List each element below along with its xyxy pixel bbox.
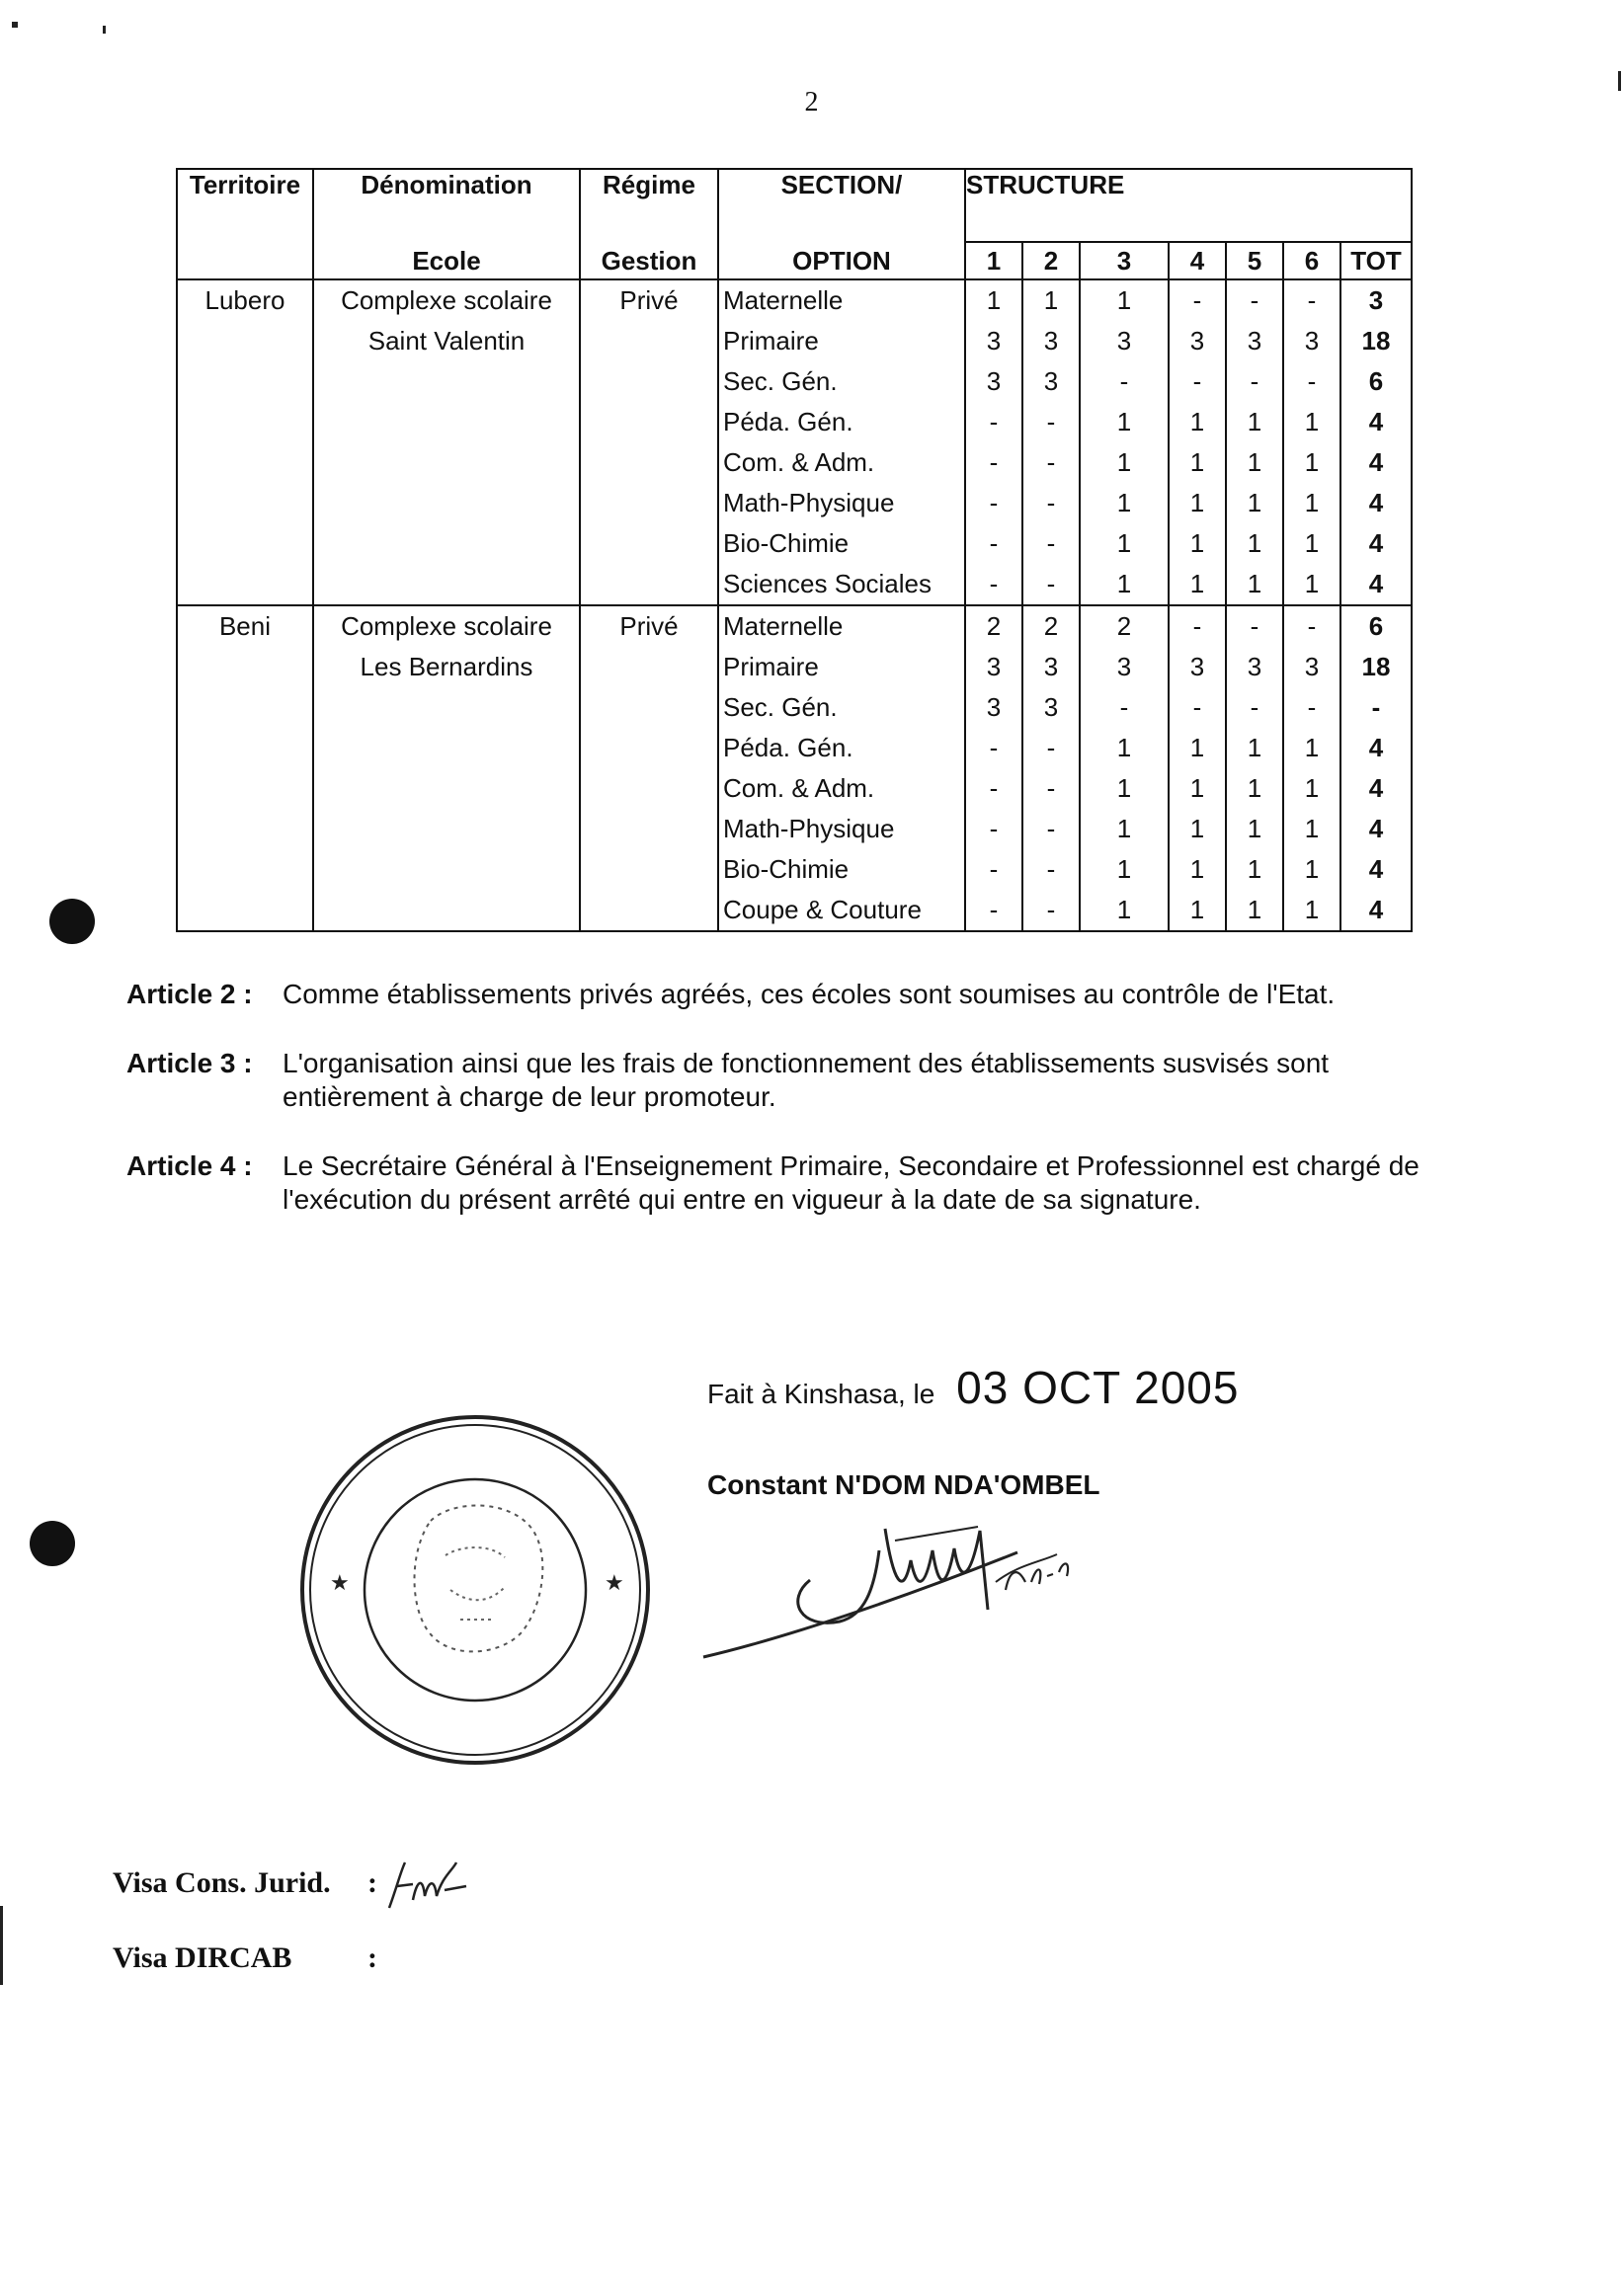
structure-value: - — [1307, 366, 1317, 396]
header-col-2: 2 — [1022, 242, 1080, 279]
structure-value: 1 — [1304, 569, 1320, 598]
structure-value: 1 — [1304, 528, 1320, 558]
place-date — [707, 1361, 1239, 1414]
ecole-cell — [313, 279, 580, 605]
structure-value: 3 — [986, 692, 1002, 722]
col-tot-cell — [1340, 279, 1412, 605]
structure-value: 1 — [1189, 773, 1205, 803]
structure-value: 4 — [1368, 569, 1384, 598]
visa-colon: : — [367, 1866, 377, 1899]
structure-value: - — [1307, 692, 1317, 722]
article-text: Le Secrétaire Général à l'Enseignement Primaire, Secondaire et Professionnel est chargé de l'exécution du présent arrêté qui entre en vigueur à la date de sa signature. — [283, 1150, 1420, 1215]
structure-value: 1 — [1247, 895, 1262, 924]
structure-value: - — [989, 895, 999, 924]
structure-value: - — [1192, 692, 1202, 722]
structure-value: - — [1250, 692, 1259, 722]
structure-value: 1 — [1189, 733, 1205, 762]
col-2-cell — [1022, 605, 1080, 931]
option-label: Bio-Chimie — [723, 528, 850, 558]
article-label: Article 2 : — [126, 979, 253, 1009]
official-seal — [292, 1407, 658, 1773]
structure-value: 4 — [1368, 895, 1384, 924]
structure-value: 1 — [1247, 814, 1262, 843]
structure-value: - — [1046, 528, 1056, 558]
option-label: Maternelle — [723, 611, 844, 641]
structure-value: 3 — [1116, 326, 1132, 356]
structure-value: 1 — [1304, 854, 1320, 884]
territoire-cell: Lubero — [177, 279, 313, 605]
option-label: Sec. Gén. — [723, 366, 838, 396]
structure-value: - — [1307, 611, 1317, 641]
structure-value: - — [1250, 285, 1259, 315]
structure-value: - — [989, 528, 999, 558]
option-label: Com. & Adm. — [723, 773, 875, 803]
structure-value: 1 — [1116, 814, 1132, 843]
header-structure: STRUCTURE — [965, 169, 1412, 242]
structure-value: 1 — [1116, 569, 1132, 598]
col-3-cell — [1080, 605, 1169, 931]
structure-value: - — [1046, 733, 1056, 762]
structure-value: 3 — [1189, 652, 1205, 681]
structure-value: 1 — [1304, 814, 1320, 843]
structure-value: 1 — [1304, 488, 1320, 517]
structure-value: 1 — [1189, 528, 1205, 558]
structure-value: - — [1250, 366, 1259, 396]
structure-value: - — [989, 447, 999, 477]
option-label: Péda. Gén. — [723, 407, 853, 436]
visa-juridique — [113, 1866, 377, 1900]
structure-value: 1 — [1116, 285, 1132, 315]
structure-value: 3 — [986, 326, 1002, 356]
structure-value: - — [1119, 692, 1129, 722]
structure-value: 3 — [986, 652, 1002, 681]
option-label: Sciences Sociales — [723, 569, 932, 598]
structure-value: 1 — [1189, 895, 1205, 924]
structure-value: 1 — [1189, 814, 1205, 843]
structure-value: - — [989, 733, 999, 762]
option-label: Math-Physique — [723, 814, 895, 843]
structure-value: - — [1119, 366, 1129, 396]
structure-value: 18 — [1361, 652, 1391, 681]
col-4-cell — [1169, 605, 1226, 931]
ecole-name-line: Complexe scolaire — [341, 285, 552, 315]
scan-speck — [103, 26, 106, 34]
structure-value: 1 — [1247, 488, 1262, 517]
structure-value: - — [989, 773, 999, 803]
ecole-name-line: Saint Valentin — [367, 326, 526, 356]
ecole-cell — [313, 605, 580, 931]
header-territoire: Territoire — [177, 169, 313, 279]
date-stamp: 03 OCT 2005 — [956, 1362, 1240, 1413]
structure-value: 1 — [1247, 407, 1262, 436]
table-group-row — [177, 279, 1412, 605]
territoire-cell: Beni — [177, 605, 313, 931]
option-label: Primaire — [723, 326, 819, 356]
structure-value: - — [1371, 692, 1381, 722]
handwritten-signature — [691, 1491, 1166, 1669]
article-text: Comme établissements privés agréés, ces écoles sont soumises au contrôle de l'Etat. — [283, 979, 1336, 1009]
structure-value: 1 — [1247, 447, 1262, 477]
structure-value: 1 — [1247, 528, 1262, 558]
structure-value: 1 — [1116, 733, 1132, 762]
structure-value: 1 — [1116, 773, 1132, 803]
structure-value: 4 — [1368, 773, 1384, 803]
option-label: Sec. Gén. — [723, 692, 838, 722]
header-col-tot: TOT — [1340, 242, 1412, 279]
ecole-name-line: Les Bernardins — [360, 652, 533, 681]
structure-value: - — [1046, 854, 1056, 884]
structure-value: 1 — [1043, 285, 1059, 315]
structure-value: 1 — [1116, 895, 1132, 924]
structure-value: 6 — [1368, 366, 1384, 396]
structure-value: - — [1192, 611, 1202, 641]
header-regime: Régime Gestion — [580, 169, 718, 279]
col-1-cell — [965, 279, 1022, 605]
col-3-cell — [1080, 279, 1169, 605]
structure-value: 2 — [1116, 611, 1132, 641]
structure-value: 3 — [1189, 326, 1205, 356]
header-col-4: 4 — [1169, 242, 1226, 279]
option-label: Bio-Chimie — [723, 854, 850, 884]
structure-value: 1 — [1247, 854, 1262, 884]
structure-value: 3 — [1368, 285, 1384, 315]
col-5-cell — [1226, 279, 1283, 605]
scan-speck — [1618, 71, 1621, 91]
structure-value: 3 — [1043, 652, 1059, 681]
svg-text:★: ★ — [330, 1570, 350, 1595]
structure-value: 1 — [1116, 447, 1132, 477]
header-col-5: 5 — [1226, 242, 1283, 279]
structure-value: 1 — [1304, 773, 1320, 803]
option-label: Péda. Gén. — [723, 733, 853, 762]
structure-value: 3 — [1043, 326, 1059, 356]
structure-value: 4 — [1368, 528, 1384, 558]
article-label: Article 4 : — [126, 1150, 253, 1181]
structure-value: 1 — [1189, 569, 1205, 598]
structure-value: 1 — [1116, 407, 1132, 436]
structure-value: 1 — [1189, 854, 1205, 884]
header-col-1: 1 — [965, 242, 1022, 279]
structure-value: 18 — [1361, 326, 1391, 356]
structure-value: - — [1046, 447, 1056, 477]
ecole-name-line: Complexe scolaire — [341, 611, 552, 641]
col-tot-cell — [1340, 605, 1412, 931]
header-denomination: Dénomination Ecole — [313, 169, 580, 279]
col-6-cell — [1283, 279, 1340, 605]
structure-value: 3 — [1043, 692, 1059, 722]
structure-value: - — [1192, 366, 1202, 396]
article-label: Article 3 : — [126, 1048, 253, 1078]
article-4 — [126, 1149, 1450, 1217]
regime-cell: Privé — [580, 279, 718, 605]
table-group-row — [177, 605, 1412, 931]
col-5-cell — [1226, 605, 1283, 931]
structure-value: - — [989, 407, 999, 436]
structure-value: 3 — [1043, 366, 1059, 396]
place-date-prefix: Fait à Kinshasa, le — [707, 1379, 935, 1409]
structure-value: - — [1046, 488, 1056, 517]
structure-value: 1 — [1189, 447, 1205, 477]
col-2-cell — [1022, 279, 1080, 605]
visa-label: Visa Cons. Jurid. — [113, 1866, 331, 1899]
structure-value: 4 — [1368, 854, 1384, 884]
structure-value: 1 — [1304, 733, 1320, 762]
structure-value: 2 — [986, 611, 1002, 641]
structure-value: 4 — [1368, 488, 1384, 517]
structure-table — [176, 168, 1413, 932]
options-cell — [718, 279, 965, 605]
signatory-name: Constant N'DOM NDA'OMBEL — [707, 1469, 1100, 1500]
col-1-cell — [965, 605, 1022, 931]
structure-value: - — [1046, 773, 1056, 803]
article-3 — [126, 1047, 1450, 1114]
structure-value: 3 — [1116, 652, 1132, 681]
col-6-cell — [1283, 605, 1340, 931]
structure-value: 4 — [1368, 733, 1384, 762]
structure-value: - — [989, 854, 999, 884]
structure-value: - — [1046, 895, 1056, 924]
structure-value: 1 — [1304, 447, 1320, 477]
option-label: Math-Physique — [723, 488, 895, 517]
regime-cell: Privé — [580, 605, 718, 931]
structure-value: 1 — [1247, 569, 1262, 598]
structure-value: 1 — [1189, 488, 1205, 517]
punch-hole-icon — [30, 1521, 75, 1566]
col-4-cell — [1169, 279, 1226, 605]
structure-value: 1 — [1116, 528, 1132, 558]
structure-value: 1 — [1116, 854, 1132, 884]
punch-hole-icon — [49, 899, 95, 944]
structure-value: - — [1307, 285, 1317, 315]
structure-value: - — [989, 569, 999, 598]
structure-value: 1 — [1304, 895, 1320, 924]
structure-value: 2 — [1043, 611, 1059, 641]
svg-text:★: ★ — [605, 1570, 624, 1595]
structure-value: 3 — [1247, 326, 1262, 356]
article-text: L'organisation ainsi que les frais de fonctionnement des établissements susvisés sont entièrement à charge de leur promoteur. — [283, 1048, 1330, 1112]
structure-value: - — [989, 814, 999, 843]
visa-label: Visa DIRCAB — [113, 1941, 292, 1974]
header-col-3: 3 — [1080, 242, 1169, 279]
structure-value: - — [989, 488, 999, 517]
structure-value: 1 — [1247, 733, 1262, 762]
structure-value: 1 — [1189, 407, 1205, 436]
option-label: Primaire — [723, 652, 819, 681]
structure-value: 1 — [1247, 773, 1262, 803]
visa-dircab — [113, 1941, 377, 1975]
header-col-6: 6 — [1283, 242, 1340, 279]
structure-value: 3 — [1247, 652, 1262, 681]
structure-value: - — [1046, 569, 1056, 598]
structure-value: 4 — [1368, 407, 1384, 436]
page-number: 2 — [804, 87, 819, 118]
header-section: SECTION/ OPTION — [718, 169, 965, 279]
article-2 — [126, 978, 1450, 1011]
structure-value: 1 — [986, 285, 1002, 315]
option-label: Com. & Adm. — [723, 447, 875, 477]
handwritten-initials — [383, 1857, 472, 1916]
visa-colon: : — [367, 1941, 377, 1974]
structure-value: 1 — [1116, 488, 1132, 517]
structure-value: 6 — [1368, 611, 1384, 641]
structure-value: 3 — [986, 366, 1002, 396]
scan-speck — [0, 1906, 3, 1985]
structure-value: 4 — [1368, 447, 1384, 477]
structure-value: 3 — [1304, 652, 1320, 681]
structure-value: 4 — [1368, 814, 1384, 843]
structure-value: - — [1046, 814, 1056, 843]
option-label: Maternelle — [723, 285, 844, 315]
structure-value: 3 — [1304, 326, 1320, 356]
structure-value: - — [1250, 611, 1259, 641]
scan-speck — [12, 22, 18, 28]
options-cell — [718, 605, 965, 931]
structure-value: - — [1046, 407, 1056, 436]
structure-value: 1 — [1304, 407, 1320, 436]
option-label: Coupe & Couture — [723, 895, 922, 924]
structure-value: - — [1192, 285, 1202, 315]
